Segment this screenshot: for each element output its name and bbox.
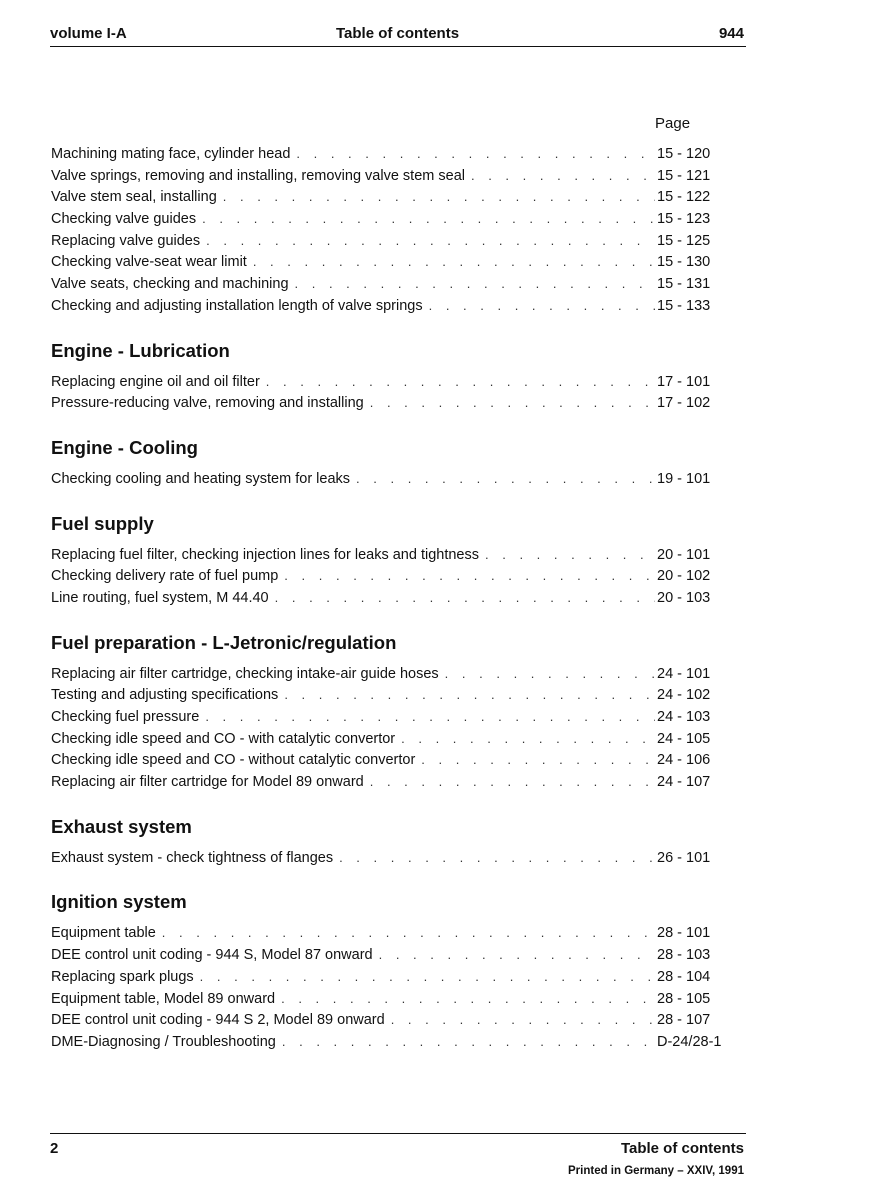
dot-leader bbox=[282, 1034, 655, 1049]
entry-page: 24 - 102 bbox=[657, 687, 711, 704]
entry-page: D-24/28-1 bbox=[657, 1033, 722, 1050]
dot-leader bbox=[421, 752, 655, 767]
dot-leader bbox=[370, 774, 655, 789]
toc-entry bbox=[51, 233, 731, 255]
entry-page: 15 - 125 bbox=[657, 232, 711, 249]
table-of-contents bbox=[51, 146, 731, 1056]
entry-page: 15 - 131 bbox=[657, 276, 711, 293]
entry-page: 19 - 101 bbox=[657, 470, 711, 487]
entry-page: 24 - 105 bbox=[657, 730, 711, 747]
entry-title: Equipment table, Model 89 onward bbox=[51, 990, 276, 1007]
entry-title: Line routing, fuel system, M 44.40 bbox=[51, 589, 269, 606]
toc-entry bbox=[51, 590, 731, 612]
entry-title: Replacing air filter cartridge, checking intake-air guide hoses bbox=[51, 665, 439, 682]
section-title: Fuel supply bbox=[51, 512, 154, 534]
entry-page: 26 - 101 bbox=[657, 849, 711, 866]
entry-title: Replacing air filter cartridge for Model 89 onward bbox=[51, 774, 364, 791]
entry-title: Checking delivery rate of fuel pump bbox=[51, 568, 279, 585]
entry-page: 20 - 102 bbox=[657, 568, 711, 585]
toc-entry bbox=[51, 1012, 731, 1034]
entry-title: Replacing engine oil and oil filter bbox=[51, 373, 260, 390]
toc-entry bbox=[51, 471, 731, 493]
entry-title: Equipment table bbox=[51, 925, 156, 942]
section-title: Engine - Lubrication bbox=[51, 339, 230, 361]
toc-entry bbox=[51, 731, 731, 753]
entry-title: DEE control unit coding - 944 S, Model 87 onward bbox=[51, 947, 373, 964]
entry-title: Exhaust system - check tightness of flanges bbox=[51, 849, 334, 866]
toc-entry bbox=[51, 395, 731, 417]
toc-entry bbox=[51, 374, 731, 396]
entry-page: 24 - 107 bbox=[657, 774, 711, 791]
entry-page: 28 - 103 bbox=[657, 947, 711, 964]
entry-page: 17 - 101 bbox=[657, 373, 711, 390]
dot-leader bbox=[401, 731, 655, 746]
entry-title: Valve springs, removing and installing, removing valve stem seal bbox=[51, 167, 465, 184]
toc-entry bbox=[51, 189, 731, 211]
dot-leader bbox=[223, 189, 655, 204]
toc-entry bbox=[51, 276, 731, 298]
section-title: Ignition system bbox=[51, 891, 187, 913]
entry-page: 15 - 122 bbox=[657, 189, 711, 206]
dot-leader bbox=[284, 687, 655, 702]
toc-entry bbox=[51, 1034, 731, 1056]
entry-page: 20 - 101 bbox=[657, 546, 711, 563]
toc-entry bbox=[51, 774, 731, 796]
entry-page: 15 - 121 bbox=[657, 167, 711, 184]
entry-title: DEE control unit coding - 944 S 2, Model 89 onward bbox=[51, 1012, 385, 1029]
dot-leader bbox=[379, 947, 655, 962]
entry-title: DME-Diagnosing / Troubleshooting bbox=[51, 1033, 276, 1050]
entry-title: Checking and adjusting installation length of valve springs bbox=[51, 297, 423, 314]
toc-section bbox=[51, 340, 731, 417]
dot-leader bbox=[202, 211, 655, 226]
entry-page: 28 - 107 bbox=[657, 1012, 711, 1029]
footer-title: Table of contents bbox=[620, 1140, 744, 1157]
dot-leader bbox=[485, 547, 655, 562]
toc-section bbox=[51, 891, 731, 1055]
entry-title: Pressure-reducing valve, removing and installing bbox=[51, 395, 364, 412]
entry-page: 24 - 106 bbox=[657, 752, 711, 769]
entry-page: 24 - 103 bbox=[657, 709, 711, 725]
toc-entry bbox=[51, 298, 731, 320]
entry-page: 28 - 104 bbox=[657, 968, 711, 985]
toc-section bbox=[51, 632, 731, 796]
toc-entry bbox=[51, 547, 731, 569]
dot-leader bbox=[281, 991, 655, 1006]
dot-leader bbox=[266, 374, 655, 389]
dot-leader bbox=[205, 709, 655, 724]
toc-section bbox=[51, 816, 731, 872]
entry-title: Replacing valve guides bbox=[51, 232, 201, 249]
entry-page: 28 - 105 bbox=[657, 990, 711, 1007]
entry-title: Machining mating face, cylinder head bbox=[51, 146, 291, 162]
entry-page: 28 - 101 bbox=[657, 925, 711, 942]
footer-page-number: 2 bbox=[50, 1140, 59, 1157]
dot-leader bbox=[429, 298, 655, 313]
entry-title: Checking valve guides bbox=[51, 211, 197, 228]
toc-entry bbox=[51, 146, 731, 168]
toc-entry bbox=[51, 991, 731, 1013]
page-header bbox=[50, 24, 746, 47]
dot-leader bbox=[356, 471, 655, 486]
entry-title: Valve seats, checking and machining bbox=[51, 276, 289, 293]
entry-title: Checking fuel pressure bbox=[51, 709, 200, 725]
dot-leader bbox=[206, 233, 655, 248]
entry-page: 17 - 102 bbox=[657, 395, 711, 412]
section-title: Fuel preparation - L-Jetronic/regulation bbox=[51, 631, 397, 653]
toc-entry bbox=[51, 947, 731, 969]
entry-title: Replacing spark plugs bbox=[51, 968, 194, 985]
dot-leader bbox=[295, 276, 655, 291]
entry-title: Checking valve-seat wear limit bbox=[51, 254, 247, 271]
printed-note: Printed in Germany – XXIV, 1991 bbox=[568, 1165, 744, 1177]
entry-title: Checking idle speed and CO - without catalytic convertor bbox=[51, 752, 416, 769]
dot-leader bbox=[275, 590, 655, 605]
page-footer bbox=[50, 1133, 746, 1177]
toc-section bbox=[51, 146, 731, 320]
toc-entry bbox=[51, 925, 731, 947]
model-number: 944 bbox=[718, 25, 744, 42]
entry-page: 15 - 120 bbox=[657, 146, 711, 162]
toc-entry bbox=[51, 211, 731, 233]
toc-section bbox=[51, 437, 731, 493]
entry-title: Replacing fuel filter, checking injection lines for leaks and tightness bbox=[51, 546, 479, 563]
dot-leader bbox=[296, 146, 655, 161]
toc-entry bbox=[51, 969, 731, 991]
entry-title: Valve stem seal, installing bbox=[51, 189, 217, 206]
dot-leader bbox=[162, 925, 655, 940]
section-title: Engine - Cooling bbox=[51, 436, 198, 458]
entry-title: Testing and adjusting specifications bbox=[51, 687, 279, 704]
toc-entry bbox=[51, 709, 731, 731]
toc-entry bbox=[51, 752, 731, 774]
dot-leader bbox=[391, 1012, 655, 1027]
toc-entry bbox=[51, 666, 731, 688]
toc-entry bbox=[51, 254, 731, 276]
toc-entry bbox=[51, 850, 731, 872]
entry-page: 24 - 101 bbox=[657, 665, 711, 682]
entry-page: 15 - 133 bbox=[657, 297, 711, 314]
dot-leader bbox=[253, 254, 655, 269]
toc-section bbox=[51, 513, 731, 612]
dot-leader bbox=[445, 666, 655, 681]
volume-label: volume I-A bbox=[50, 25, 127, 42]
entry-page: 15 - 123 bbox=[657, 211, 711, 228]
entry-page: 15 - 130 bbox=[657, 254, 711, 271]
entry-title: Checking cooling and heating system for leaks bbox=[51, 470, 351, 487]
toc-entry bbox=[51, 568, 731, 590]
header-title: Table of contents bbox=[336, 25, 460, 42]
dot-leader bbox=[370, 395, 655, 410]
dot-leader bbox=[200, 969, 655, 984]
dot-leader bbox=[471, 168, 655, 183]
page-column-label: Page bbox=[655, 115, 691, 132]
toc-entry bbox=[51, 168, 731, 190]
section-title: Exhaust system bbox=[51, 815, 192, 837]
entry-page: 20 - 103 bbox=[657, 589, 711, 606]
dot-leader bbox=[284, 568, 655, 583]
dot-leader bbox=[339, 850, 655, 865]
entry-title: Checking idle speed and CO - with catalytic convertor bbox=[51, 730, 396, 747]
toc-entry bbox=[51, 687, 731, 709]
